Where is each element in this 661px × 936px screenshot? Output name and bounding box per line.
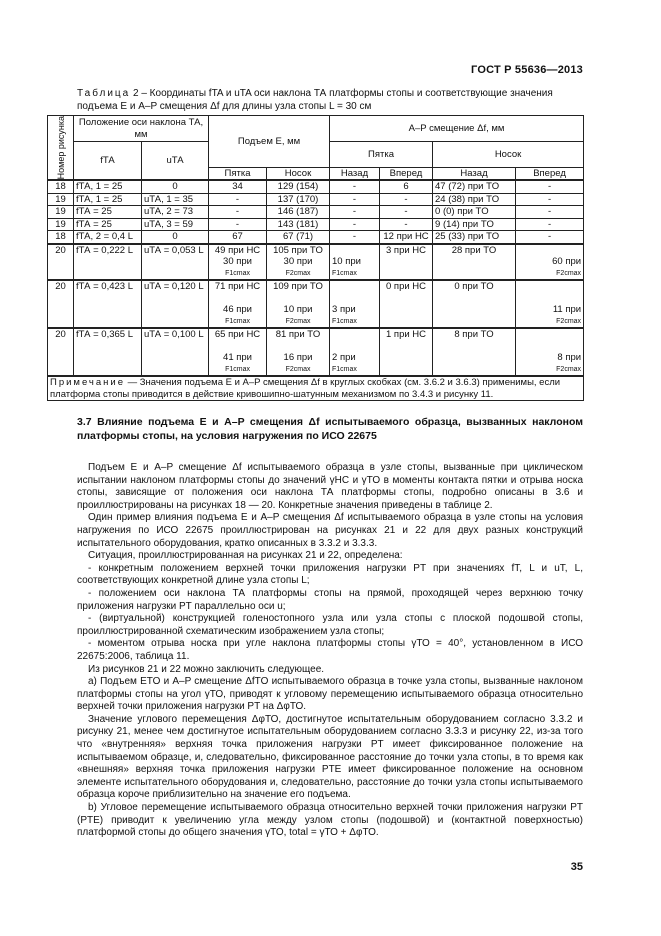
table-row: 19 fТА = 25 uТА, 2 = 73 - 146 (187) - - 0 (0) при TO - bbox=[48, 206, 584, 219]
header-ap-heel: Пятка bbox=[330, 142, 433, 168]
table-row: 19 fТА = 25 uТА, 3 = 59 - 143 (181) - - 9 (14) при TO - bbox=[48, 218, 584, 231]
page-number: 35 bbox=[570, 861, 583, 873]
header-axis-position: Положение оси наклона ТА, мм bbox=[74, 116, 209, 142]
note-text: — Значения подъема E и A–P смещения Δf в круглых скобках (см. 3.6.2 и 3.6.3) применимы, если платформа стопы приводится в действие кривошипно-шатунным механизмом по 3.4.3 и рисунку 11. bbox=[50, 377, 561, 400]
header-lift: Подъем E, мм bbox=[209, 116, 330, 168]
standard-number: ГОСТ Р 55636—2013 bbox=[471, 64, 583, 76]
section-heading: 3.7 Влияние подъема E и A–P смещения Δf испытываемого образца, вызванных наклоном платформы стопы, на условия нагружения по ИСО 22675 bbox=[77, 416, 583, 442]
table-row: 19 fТА, 1 = 25 uТА, 1 = 35 - 137 (170) - - 24 (38) при TO - bbox=[48, 193, 584, 206]
paragraph: Ситуация, проиллюстрированная на рисунках 21 и 22, определена: bbox=[88, 550, 403, 562]
paragraph: - конкретным положением верхней точки приложения нагрузки PT при значениях fT, L и uT, L, соответствующих конкретной длине узла стопы L; bbox=[77, 562, 583, 587]
note-label: Примечание bbox=[50, 377, 125, 389]
header-back: Назад bbox=[330, 167, 380, 180]
table-row: 20 fТА = 0,423 L uТА = 0,120 L 71 при НС 46 при F1cmax 109 при TO 10 при F2cmax 3 при F1cmax 0 при НС 0 при TO 11 при F2cmax bbox=[48, 280, 584, 328]
header-toe: Носок bbox=[267, 167, 330, 180]
table-row: 20 fТА = 0,222 L uТА = 0,053 L 49 при НС 30 при F1cmax 105 при TO 30 при F2cmax 10 при F1cmax 3 при НС 28 при TO 60 при F2cmax bbox=[48, 244, 584, 281]
paragraph: - (виртуальной) конструкцией голеностопного узла или узла стопы с плоской подошвой стопы, проиллюстрированной схематическим изображением узла стопы; bbox=[77, 613, 583, 637]
section-3-7 bbox=[77, 415, 583, 840]
paragraph: - моментом отрыва носка при угле наклона платформы стопы γТО = 40°, установленном в ИСО 22675:2006, таблица 11. bbox=[77, 638, 583, 662]
paragraph: Из рисунков 21 и 22 можно заключить следующее. bbox=[88, 663, 325, 675]
table-row: 18 fТА, 2 = 0,4 L 0 67 67 (71) - 12 при НС 25 (33) при TO - bbox=[48, 231, 584, 244]
header-fta: fТА bbox=[74, 142, 142, 181]
paragraph: b) Угловое перемещение испытываемого образца относительно верхней точки приложения нагрузки PT (PTE) приводит к увеличению угла между узлом стопы (подошвой) и (контактной поверхностью) платформой стопы до общего значения γТО, total = γТО + ΔφТО. bbox=[77, 802, 583, 839]
paragraph: а) Подъем ETO и A–P смещение ΔfTO испытываемого образца в точке узла стопы, вызванные наклоном платформы стопы на угол γТО, приводят к угловому перемещению испытываемого образца относительно верхней точки приложения нагрузки PT на ΔφТО. bbox=[77, 676, 583, 713]
paragraph: Один пример влияния подъема E и A–P смещения Δf испытываемого образца в узле стопы на условия нагружения по ИСО 22675 проиллюстрирован на рисунках 21 и 22 для двух разных конструкций испытательного оборудования, кратко описанных в 3.3.2 и 3.3.3. bbox=[77, 512, 583, 549]
header-uta: uТА bbox=[142, 142, 209, 181]
header-forward-toe: Вперед bbox=[516, 167, 584, 180]
table-caption-label: Таблица bbox=[77, 88, 131, 99]
header-back-toe: Назад bbox=[433, 167, 516, 180]
coordinates-table bbox=[47, 115, 584, 401]
header-nomer: Номер рисунка bbox=[48, 116, 74, 181]
table-note bbox=[48, 376, 584, 401]
paragraph: - положением оси наклона ТА платформы стопы на прямой, проходящей через верхнюю точку приложения нагрузки PT параллельно оси u; bbox=[77, 587, 583, 612]
header-forward: Вперед bbox=[380, 167, 433, 180]
header-heel: Пятка bbox=[209, 167, 267, 180]
table-caption bbox=[77, 87, 586, 113]
table-row: 18 fТА, 1 = 25 0 34 129 (154) - 6 47 (72) при TO - bbox=[48, 180, 584, 193]
table-caption-text: 2 – Координаты fTA и uTA оси наклона ТА платформы стопы и соответствующие значения подъема E и A–P смещения Δf для длины узла стопы L = 30 см bbox=[77, 88, 553, 112]
header-ap-shift: A–P смещение Δf, мм bbox=[330, 116, 584, 142]
paragraph: Подъем E и A–P смещение Δf испытываемого образца в узле стопы, вызванные при циклическом испытании наклоном платформы стопы до значений γНС и γТО в моменты контакта пятки и отрыва носка стопы, зависящие от положения оси наклона ТА платформы стопы, подробно описаны в 3.6 и проиллюстрированы на рисунках 18 — 20. Конкретные значения приведены в таблице 2. bbox=[77, 462, 583, 511]
table-row: 20 fТА = 0,365 L uТА = 0,100 L 65 при НС 41 при F1cmax 81 при TO 16 при F2cmax 2 при F1cmax 1 при НС 8 при TO 8 при F2cmax bbox=[48, 328, 584, 376]
paragraph: Значение углового перемещения ΔφТО, достигнутое испытательным оборудованием согласно 3.3.2 и рисунку 21, менее чем достигнутое испытательным оборудованием согласно 3.3.3 и рисунку 22, из-за того что «внутренняя» верхняя точка приложения нагрузки PT имеет фиксированное положение на испытываемом образце, и, следовательно, фиксированное расстояние до точки узла стопы, в то время как «внешняя» верхняя точка приложения нагрузки PTE имеет фиксированное положение на основном элементе испытательного оборудования и, следовательно, расстояние до точки узла стопы испытываемого образца короче приблизительно на значение его подъема. bbox=[77, 713, 583, 801]
header-ap-toe: Носок bbox=[433, 142, 584, 168]
